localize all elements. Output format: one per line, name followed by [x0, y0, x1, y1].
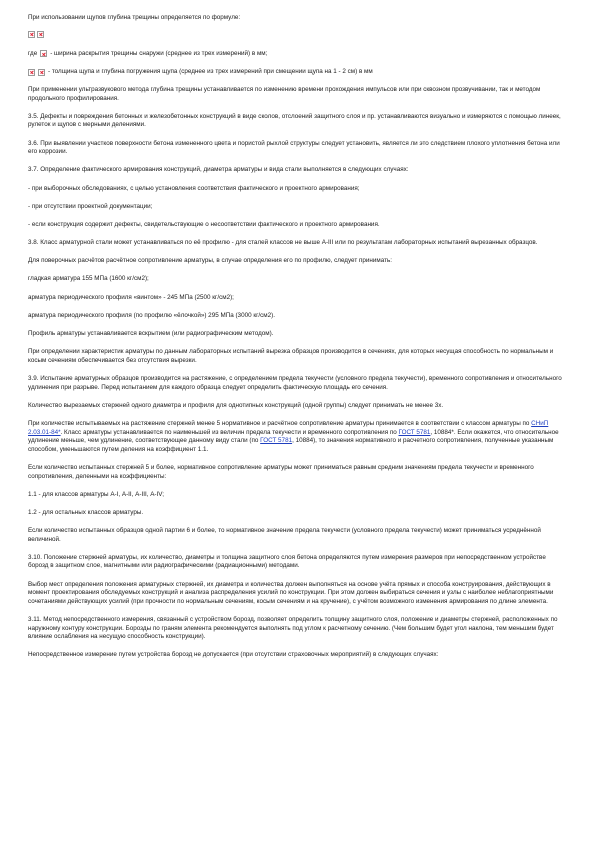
norm-text: , 10884), то значения нормативного и расчетного сопротивления, полученные указанным способом, уменьшаются путем деления на коэффициент 1.1. — [28, 437, 554, 453]
paragraph-profile: Для поверочных расчётов расчётное сопротивление арматуры, в случае определения его по профилю, следует принимать: — [28, 257, 393, 265]
paragraph-vint: арматура периодического профиля «винтом» - 245 МПа (2500 кг/см2); — [28, 293, 234, 301]
where-text: - ширина раскрытия трещины снаружи (среднее из трех измерений) в мм; — [50, 49, 268, 57]
paragraph-3-11: 3.11. Метод непосредственного измерения, связанный с устройством борозд, позволяет определить толщину защитного слоя, положение и диаметры стержней, расположенных по наружному контуру конструкции. Борозды по граням элемента рекомендуется выполнять под углом к расчетному сечению. (Чем большим будет угол наклона, тем меньшим будет влияние ослабления на несущую способность конструкции). — [28, 616, 558, 641]
link-gost[interactable]: ГОСТ 5781 — [398, 428, 431, 436]
where-prefix: где — [28, 49, 38, 57]
broken-image-icon — [28, 31, 35, 38]
paragraph-3-7: 3.7. Определение фактического армирования конструкций, диаметра арматуры и вида стали выполняется в следующих случаях: — [28, 166, 409, 174]
depth-text: - толщина щупа и глубина погружения щупа (среднее из трех измерений при смещении щупа на 1 - 2 см) в мм — [48, 67, 373, 75]
paragraph-choose: Выбор мест определения положения арматурных стержней, их диаметра и количества должен выполняться на основе учёта прямых и способа конструирования, действующих в момент проектирования обследуемых конструкций и анализа распределения усилий по конструкции. При этом должен выбираться сечения и узлы с наиболее неблагоприятными сочетаниями действующих усилий (при прочности по нормальным сечениям, косым сечениям и на кручение), с учётом возможного изменения армирования по длине элемента. — [28, 580, 554, 605]
norm-text: . Класс арматуры устанавливается по наименьшей из величин предела текучести и временного сопротивления по — [60, 428, 397, 436]
broken-image-icon — [40, 50, 47, 57]
bullet-item: - если конструкция содержит дефекты, свидетельствующие о несоответствии фактического и проектного армирования. — [28, 220, 380, 228]
paragraph-xray: Профиль арматуры устанавливается вскрытием (или радиографическим методом). — [28, 330, 274, 337]
paragraph-1-2: 1.2 - для остальных классов арматуры. — [28, 508, 144, 516]
paragraph-six: Если количество испытанных образцов одной партии 6 и более, то нормативное значение предела текучести (условного предела текучести) может приниматься усреднённой величиной. — [28, 527, 541, 543]
link-snip[interactable]: СНиП 2.03.01-84* — [28, 419, 549, 436]
broken-image-icon — [37, 31, 44, 38]
link-gost[interactable]: ГОСТ 5781 — [260, 437, 293, 445]
norm-text: , 10884*. Если окажется, что относительное удлинение меньше, чем удлинение, соответствующее данному виду стали (по — [28, 428, 559, 445]
intro-paragraph: При использовании щупов глубина трещины определяется по формуле: — [28, 14, 241, 21]
broken-image-icon — [38, 69, 45, 76]
paragraph-1-1: 1.1 - для классов арматуры А-I, А-II, А-III, А-IV; — [28, 490, 164, 498]
paragraph-count: Количество вырезаемых стержней одного диаметра и профиля для однотипных конструкций (одной группы) следует принимать не менее 3х. — [28, 401, 444, 409]
paragraph-samples: При определении характеристик арматуры по данным лабораторных испытаний вырезка образцов производится в сечениях, для которых несущая способность по нормальным и косым сечениям обеспечивается без отсутствия вырезки. — [28, 348, 554, 364]
paragraph-3-9: 3.9. Испытание арматурных образцов производится на растяжение, с определением предела текучести (условного предела текучести), временного сопротивления и относительного удлинения при разрыве. Перед испытанием для каждого образца следует определить фактическую площадь его сечения. — [28, 374, 562, 391]
broken-image-icon — [28, 69, 35, 76]
paragraph-3-5: 3.5. Дефекты и повреждения бетонных и железобетонных конструкций в виде сколов, отслоений защитного слоя и пр. устанавливаются визуально и измеряются с помощью линеек, рулеток и щупов с мерными делениями. — [28, 112, 561, 129]
depth-line — [28, 68, 568, 77]
where-line — [28, 50, 568, 59]
norm-text: При количестве испытываемых на растяжение стержней менее 5 нормативное и расчётное сопротивление арматуры принимается в соответствии с классом арматуры по — [28, 419, 530, 427]
paragraph-last: Непосредственное измерение путем устройства борозд не допускается (при отсутствии страховочных мероприятий) в следующих случаях: — [28, 651, 439, 659]
paragraph-3-8: 3.8. Класс арматурной стали может устанавливаться по её профилю - для сталей классов не выше А-III или по результатам лабораторных испытаний вырезанных образцов. — [28, 239, 538, 247]
paragraph-norm — [28, 420, 568, 454]
paragraph-3-10: 3.10. Положение стержней арматуры, их количество, диаметры и толщина защитного слоя бетона определяются путем измерения размеров при непосредственном устройстве борозд в защитном слое, магнитными или радиографическими (радиационными) методами. — [28, 553, 546, 570]
paragraph-3-6: 3.6. При выявлении участков поверхности бетона измененного цвета и пористой рыхлой структуры следует установить, является ли это следствием плохого уплотнения бетона или его коррозии. — [28, 139, 560, 156]
paragraph-ultrasonic: При применении ультразвукового метода глубина трещины устанавливается по изменению времени прохождения импульсов или при сквозном прозвучивании, так и методом продольного профилирования. — [28, 85, 541, 102]
formula-image — [28, 31, 568, 38]
bullet-item: - при отсутствии проектной документации; — [28, 202, 153, 210]
paragraph-five: Если количество испытанных стержней 5 и более, нормативное сопротивление арматуры может приниматься равным средним значениям предела текучести и временного сопротивления, деленными на коэффициенты: — [28, 463, 534, 480]
paragraph-smooth: гладкая арматура 155 МПа (1600 кг/см2); — [28, 275, 149, 283]
paragraph-elka: арматура периодического профиля (по профилю «ёлочкой») 295 МПа (3000 кг/см2). — [28, 311, 275, 319]
document-page — [28, 14, 568, 670]
bullet-item: - при выборочных обследованиях, с целью установления соответствия фактического и проектного армирования; — [28, 184, 360, 192]
